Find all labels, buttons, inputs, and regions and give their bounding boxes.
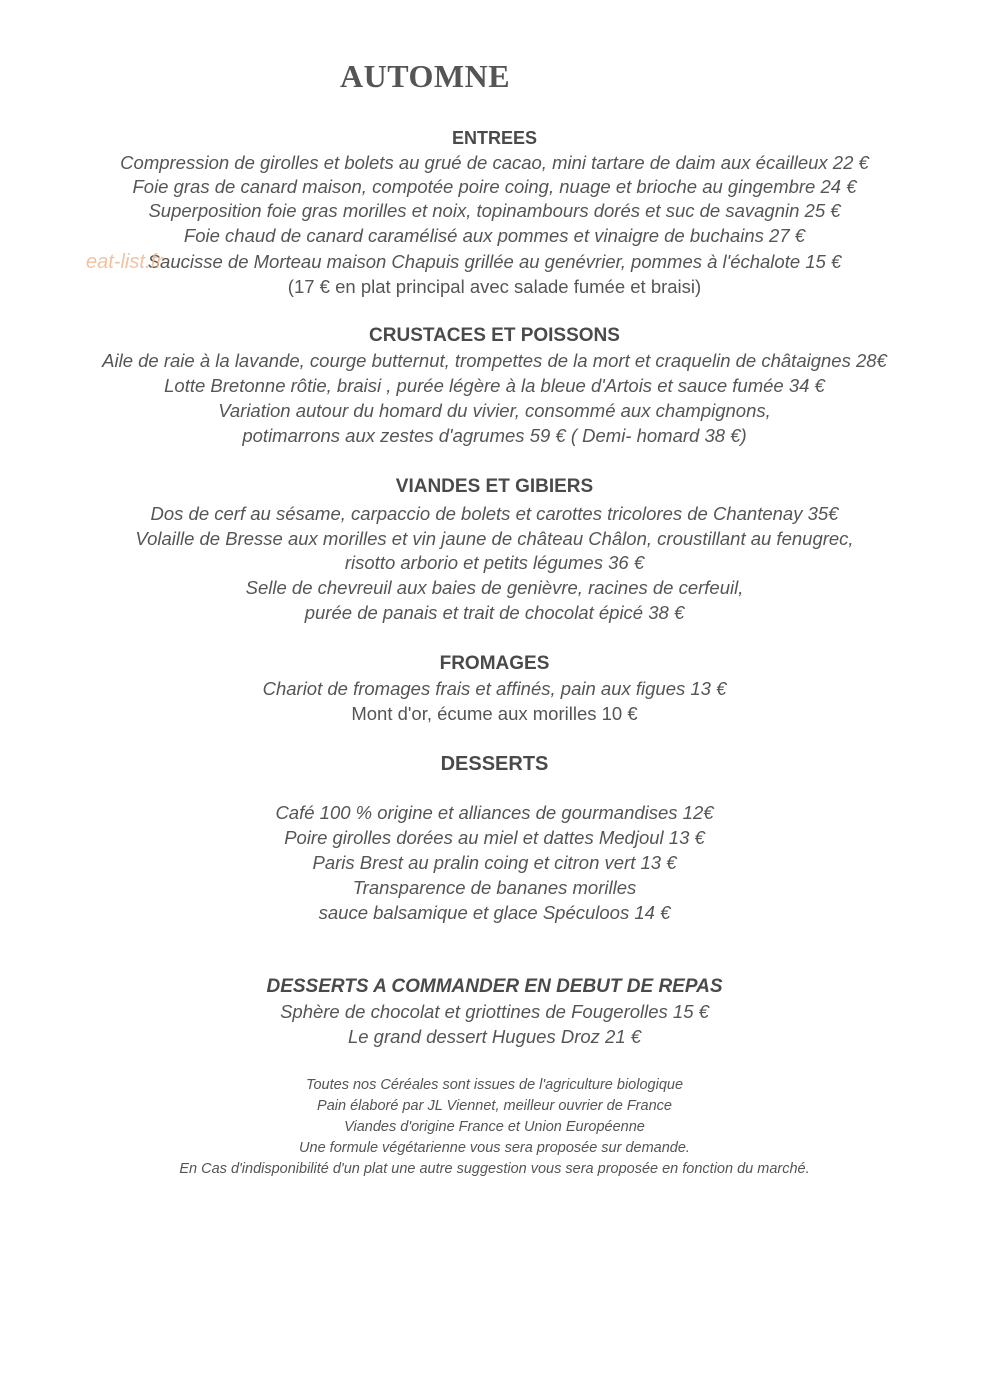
menu-item: purée de panais et trait de chocolat épicé 38 €	[304, 602, 685, 623]
section-heading-poissons: CRUSTACES ET POISSONS	[369, 325, 620, 346]
menu-item: Paris Brest au pralin coing et citron vert 13 €	[312, 852, 677, 873]
footer-note: Pain élaboré par JL Viennet, meilleur ouvrier de France	[317, 1098, 672, 1114]
section-heading-desserts: DESSERTS	[440, 753, 549, 775]
section-heading-entrees: ENTREES	[451, 128, 538, 148]
menu-item: Saucisse de Morteau maison Chapuis grillée au genévrier, pommes à l'échalote 15 €	[147, 251, 842, 272]
footer-note: Toutes nos Céréales sont issues de l'agriculture biologique	[305, 1077, 684, 1093]
menu-item: Volaille de Bresse aux morilles et vin jaune de château Châlon, croustillant au fenugrec,	[135, 528, 854, 549]
menu-item: Compression de girolles et bolets au grué de cacao, mini tartare de daim aux écailleux 22 €	[120, 152, 869, 173]
menu-item: Café 100 % origine et alliances de gourmandises 12€	[275, 802, 714, 823]
menu-item: potimarrons aux zestes d'agrumes 59 € ( Demi- homard 38 €)	[242, 425, 747, 446]
menu-item: Variation autour du homard du vivier, consommé aux champignons,	[218, 400, 771, 421]
menu-item: Mont d'or, écume aux morilles 10 €	[351, 703, 638, 724]
menu-item: Selle de chevreuil aux baies de genièvre, racines de cerfeuil,	[245, 577, 744, 598]
menu-item: Poire girolles dorées au miel et dattes Medjoul 13 €	[284, 827, 705, 848]
menu-item: Transparence de bananes morilles	[352, 877, 637, 898]
menu-item: Superposition foie gras morilles et noix, topinambours dorés et suc de savagnin 25 €	[148, 200, 841, 221]
menu-item: Sphère de chocolat et griottines de Fougerolles 15 €	[280, 1001, 709, 1022]
menu-item: sauce balsamique et glace Spéculoos 14 €	[318, 902, 671, 923]
menu-item: Aile de raie à la lavande, courge butternut, trompettes de la mort et craquelin de châtaignes 28€	[102, 350, 887, 371]
footer-note: En Cas d'indisponibilité d'un plat une autre suggestion vous sera proposée en fonction du marché.	[179, 1161, 810, 1177]
menu-item: risotto arborio et petits légumes 36 €	[344, 552, 645, 573]
menu-title: AUTOMNE	[340, 58, 511, 94]
menu-item: Foie chaud de canard caramélisé aux pommes et vinaigre de buchains 27 €	[183, 225, 806, 246]
menu-item: Dos de cerf au sésame, carpaccio de bolets et carottes tricolores de Chantenay 35€	[150, 503, 839, 524]
section-heading-desserts-commande: DESSERTS A COMMANDER EN DEBUT DE REPAS	[266, 976, 723, 997]
menu-item-note: (17 € en plat principal avec salade fumée et braisi)	[287, 276, 702, 297]
menu-item: Foie gras de canard maison, compotée poire coing, nuage et brioche au gingembre 24 €	[132, 176, 857, 197]
section-heading-fromages: FROMAGES	[439, 653, 550, 674]
footer-note: Une formule végétarienne vous sera proposée sur demande.	[299, 1140, 690, 1156]
section-heading-viandes: VIANDES ET GIBIERS	[395, 476, 594, 497]
footer-note: Viandes d'origine France et Union Européenne	[344, 1119, 645, 1135]
menu-item: Chariot de fromages frais et affinés, pain aux figues 13 €	[262, 678, 727, 699]
watermark-logo: eat-list.fr	[86, 251, 163, 273]
menu-item: Lotte Bretonne rôtie, braisi , purée légère à la bleue d'Artois et sauce fumée 34 €	[164, 375, 825, 396]
menu-item: Le grand dessert Hugues Droz 21 €	[347, 1026, 642, 1047]
